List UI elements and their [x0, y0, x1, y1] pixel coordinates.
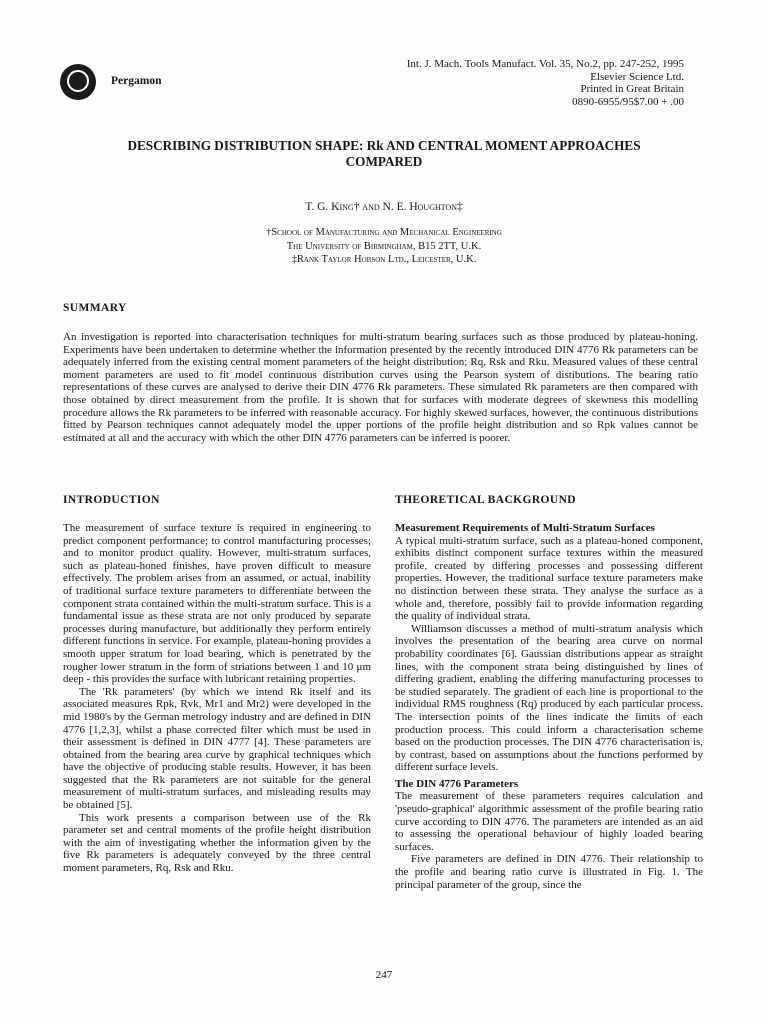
title-line: COMPARED — [345, 154, 423, 169]
theory-paragraph: A typical multi-stratum surface, such as a plateau-honed component, exhibits distinct component surface textures within the measured profile, created by differing processes and possessing different properties. However, the traditional surface texture parameters make no distinction between these strata. They analyse the surface as a whole and, therefore, possibly fail to provide information regarding the quality of individual strata. — [395, 534, 703, 623]
journal-line: Printed in Great Britain — [580, 83, 684, 95]
publisher-name: Pergamon — [111, 75, 162, 87]
paper-title — [0, 138, 768, 170]
theory-paragraph: Five parameters are defined in DIN 4776. Their relationship to the profile and bearing ratio curve is illustrated in Fig. 1. The principal parameter of the group, since the — [395, 853, 703, 891]
intro-paragraph: The measurement of surface texture is required in engineering to predict component performance; to control manufacturing processes; and to monitor product quality. However, multi-stratum surfaces, such as plateau-honed finishes, have proven difficult to measure effectively. The problem arises from an assumed, or actual, inability of traditional surface texture parameters to differentiate between the component strata contained within the multi-stratum surface. This is a fundamental issue as these strata are not only produced by separate processes during manufacture, but additionally they perform entirely different functions in service. For example, plateau-honing provides a smooth upper stratum for load bearing, which is penetrated by the rougher lower stratum in the form of striations between 1 and 10 μm deep - this provides the surface with lubricant retaining properties. — [63, 522, 371, 686]
theory-column — [395, 522, 703, 891]
subheading-din-4776: The DIN 4776 Parameters — [395, 777, 519, 790]
title-line: DESCRIBING DISTRIBUTION SHAPE: Rk AND CENTRAL MOMENT APPROACHES — [127, 138, 641, 153]
affiliation-line: ‡Rank Taylor Hobson Ltd., Leicester, U.K. — [291, 254, 477, 265]
theory-paragraph: The measurement of these parameters requires calculation and 'pseudo-graphical' algorithmic assessment of the profile bearing ratio curve according to DIN 4776. The parameters are intended as an aid to assessing the operational behaviour of highly loaded bearing surfaces. — [395, 790, 703, 853]
affiliations — [0, 226, 768, 267]
journal-citation — [407, 58, 684, 108]
introduction-heading: INTRODUCTION — [63, 494, 160, 506]
journal-line: 0890-6955/95$7.00 + .00 — [572, 95, 684, 108]
journal-line: Elsevier Science Ltd. — [590, 70, 684, 83]
intro-paragraph: The 'Rk parameters' (by which we intend Rk itself and its associated measures Rpk, Rvk, Mr1 and Mr2) were developed in the mid 1980's by the German metrology industry and are defined in DIN 4776 [1,2,3], whilst a phase corrected filter which must be used in their assessment is defined in DIN 4777 [4]. These parameters are obtained from the bearing area curve by graphical techniques which have the objective of producing stable results. However, it has been suggested that the Rk parameters are not suitable for the general measurement of multi-stratum surfaces, and misleading results may be obtained [5]. — [63, 685, 371, 812]
theory-heading: THEORETICAL BACKGROUND — [395, 494, 577, 506]
introduction-column — [63, 522, 371, 875]
pergamon-logo-icon — [60, 64, 96, 100]
authors: T. G. King† and N. E. Houghton‡ — [305, 201, 463, 213]
subheading-multi-stratum: Measurement Requirements of Multi-Stratum Surfaces — [395, 522, 655, 534]
affiliation-line: The University of Birmingham, B15 2TT, U.K. — [286, 240, 482, 252]
summary-heading: SUMMARY — [63, 302, 127, 314]
theory-paragraph: Williamson discusses a method of multi-stratum analysis which involves the presentation of the bearing area curve on normal probability coordinates [6]. Gaussian distributions appear as straight lines, with the component strata being distinguished by lines of differing gradient, enabling the differing manufacturing processes to be studied separately. The gradient of each line is proportional to the individual RMS roughness (Rq) produced by each particular process. The intersection points of the lines indicate the limits of each production process. This could inform a characterisation scheme based on the production processes. The DIN 4776 characterisation is, by contrast, based on assumptions about the functions performed by different surface levels. — [395, 622, 703, 774]
page-number: 247 — [375, 969, 393, 981]
journal-line: Int. J. Mach. Tools Manufact. Vol. 35, No.2, pp. 247-252, 1995 — [406, 58, 684, 70]
intro-paragraph: This work presents a comparison between use of the Rk parameter set and central moments of the profile height distribution with the aim of investigating whether the information given by the five Rk parameters is adequately conveyed by the three central moment parameters, Rq, Rsk and Rku. — [63, 811, 371, 875]
summary-text: An investigation is reported into characterisation techniques for multi-stratum bearing surfaces such as those produced by plateau-honing. Experiments have been undertaken to determine whether the information presented by the recently introduced DIN 4776 Rk parameters can be adequately inferred from the existing central moment parameters of the height distribution; Rq, Rsk and Rku. Measured values of these central moment parameters are used to fit model continuous distribution curves using the Pearson system of distibutions. The bearing ratio representations of these curves are analysed to derive their DIN 4776 Rk parameters. These simulated Rk parameters are then compared with those obtained by direct measurement from the profile. It is shown that for surfaces with moderate degrees of skewness this modelling procedure allows the Rk parameters to be inferred with reasonable accuracy. For highly skewed surfaces, however, the continuous distributions fitted by Pearson techniques cannot adequately model the upper portions of the profile height distribution and so Rpk values cannot be estimated at all and the accuracy with which the other DIN 4776 parameters can be inferred is poorer. — [63, 331, 698, 444]
affiliation-line: †School of Manufacturing and Mechanical Engineering — [266, 227, 502, 238]
